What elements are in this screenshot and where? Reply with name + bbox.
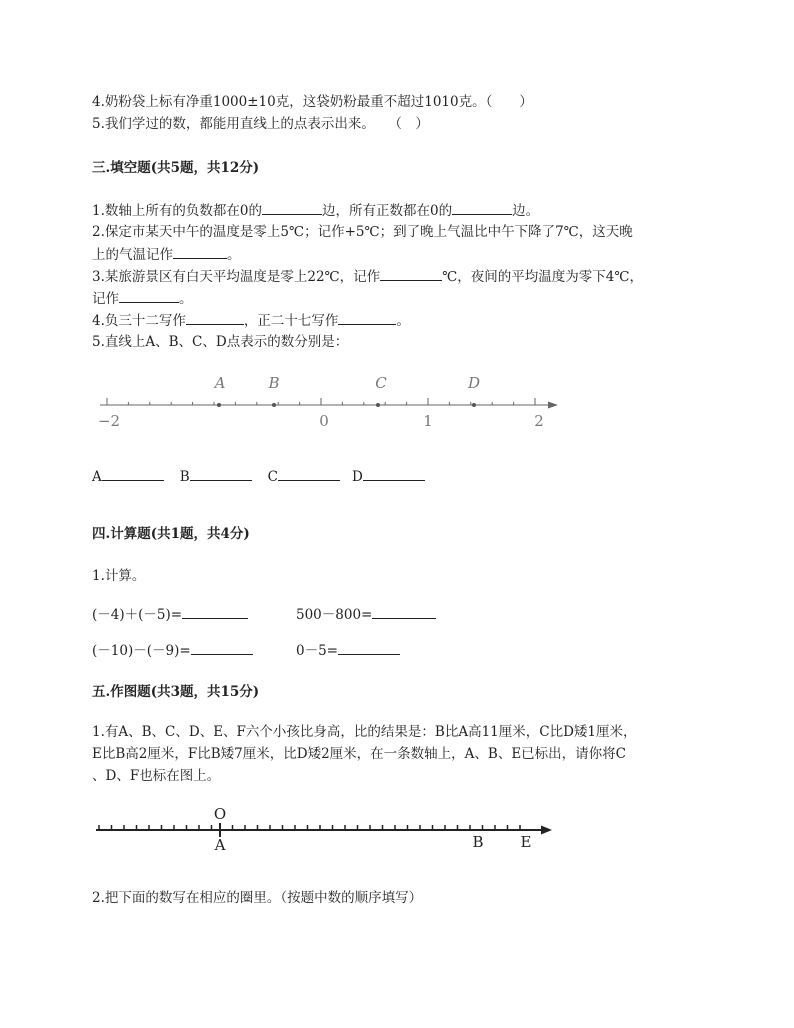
calc-expression-4 xyxy=(296,640,400,661)
calc-expression-2 xyxy=(296,604,436,625)
label-e-point: E xyxy=(520,833,532,851)
tick-label-2: 2 xyxy=(534,412,544,430)
answer-label-c: C xyxy=(267,469,279,485)
section-4-heading: 四.计算题(共1题，共4分) xyxy=(92,526,250,542)
fill-q3-blank-2[interactable] xyxy=(119,288,179,303)
fill-question-5: 5.直线上A、B、C、D点表示的数分别是： xyxy=(92,334,349,350)
fill-q2-text-a: 上的气温记作 xyxy=(92,247,173,263)
fill-question-1 xyxy=(92,200,539,221)
fill-q1-text-b: 边，所有正数都在0的 xyxy=(321,203,453,219)
fill-q1-blank-1[interactable] xyxy=(262,200,322,215)
answer-label-a: A xyxy=(92,469,102,485)
point-b xyxy=(272,403,276,407)
fill-q4-text-c: 。 xyxy=(396,313,410,329)
origin-label-o: O xyxy=(213,805,227,823)
fill-q4-blank-1[interactable] xyxy=(186,310,244,325)
judge-question-4: 4.奶粉袋上标有净重1000±10克，这袋奶粉最重不超过1010克。（ ） xyxy=(92,94,533,110)
point-c xyxy=(376,403,380,407)
calc-blank-3[interactable] xyxy=(191,640,253,655)
fill-question-2-line-1: 2.保定市某天中午的温度是零上5℃；记作+5℃；到了晚上气温比中午下降了7℃，这天晚 xyxy=(92,224,633,240)
fill-question-3-line-1 xyxy=(92,266,643,287)
answer-label-d: D xyxy=(352,469,363,485)
draw-question-1-line-3: 、D、F也标在图上。 xyxy=(92,768,221,784)
answer-blank-d[interactable] xyxy=(363,466,425,481)
point-d xyxy=(472,403,476,407)
answer-label-b: B xyxy=(179,469,190,485)
fill-q3-text-c: 记作 xyxy=(92,291,119,307)
number-line-abcd xyxy=(96,368,566,438)
number-line-heights xyxy=(92,802,556,858)
calc-expression-3 xyxy=(92,640,253,661)
label-a-point: A xyxy=(214,836,226,854)
draw-question-1-line-2: E比B高2厘米，F比B矮7厘米，比D矮2厘米，在一条数轴上，A、B、E已标出，请你将C xyxy=(92,746,627,762)
draw-question-1-line-1: 1.有A、B、C、D、E、F六个小孩比身高，比的结果是：B比A高11厘米，C比D矮1厘米， xyxy=(92,724,637,740)
fill-q3-blank-1[interactable] xyxy=(380,266,442,281)
fill-q2-text-b: 。 xyxy=(227,247,241,263)
tick-label-minus-2: −2 xyxy=(97,412,121,430)
fill-q4-text-a: 4.负三十二写作 xyxy=(92,313,186,329)
fill-q3-text-a: 3.某旅游景区有白天平均温度是零上22℃，记作 xyxy=(92,269,381,285)
fill-q4-blank-2[interactable] xyxy=(338,310,396,325)
judge-question-5: 5.我们学过的数，都能用直线上的点表示出来。 （ ） xyxy=(92,116,429,132)
fill-question-3-line-2 xyxy=(92,288,193,309)
fill-q3-text-d: 。 xyxy=(179,291,193,307)
fill-q3-text-b: ℃，夜间的平均温度为零下4℃， xyxy=(442,269,643,285)
fill-question-2-line-2 xyxy=(92,244,241,265)
calc-blank-2[interactable] xyxy=(372,604,436,619)
fill-q1-blank-2[interactable] xyxy=(452,200,512,215)
calc-expr-1-text: (－4)＋(－5)= xyxy=(92,607,183,623)
calc-expr-2-text: 500－800= xyxy=(296,607,373,623)
tick-label-0: 0 xyxy=(319,412,329,430)
fill-q1-text-c: 边。 xyxy=(512,203,540,219)
calc-question-1: 1.计算。 xyxy=(92,568,146,584)
tick-label-1: 1 xyxy=(423,412,433,430)
calc-blank-1[interactable] xyxy=(182,604,248,619)
fill-question-4 xyxy=(92,310,410,331)
label-c: C xyxy=(375,374,387,392)
calc-expression-1 xyxy=(92,604,248,625)
answer-blank-a[interactable] xyxy=(102,466,164,481)
answer-blank-c[interactable] xyxy=(278,466,340,481)
point-a xyxy=(217,403,221,407)
section-3-heading: 三.填空题(共5题，共12分) xyxy=(92,160,260,176)
calc-expr-3-text: (－10)－(－9)= xyxy=(92,643,191,659)
label-a: A xyxy=(214,374,226,392)
fill-q1-text-a: 1.数轴上所有的负数都在0的 xyxy=(92,203,262,219)
fill-q2-blank[interactable] xyxy=(173,244,227,259)
answer-blank-b[interactable] xyxy=(190,466,252,481)
label-b-point: B xyxy=(472,833,484,851)
label-b: B xyxy=(268,374,280,392)
calc-blank-4[interactable] xyxy=(338,640,400,655)
label-d: D xyxy=(467,374,481,392)
section-5-heading: 五.作图题(共3题，共15分) xyxy=(92,684,260,700)
answer-row-abcd xyxy=(92,466,425,487)
draw-question-2: 2.把下面的数写在相应的圈里。（按题中数的顺序填写） xyxy=(92,890,423,906)
fill-q4-text-b: ，正二十七写作 xyxy=(243,313,339,329)
calc-expr-4-text: 0－5= xyxy=(296,643,338,659)
